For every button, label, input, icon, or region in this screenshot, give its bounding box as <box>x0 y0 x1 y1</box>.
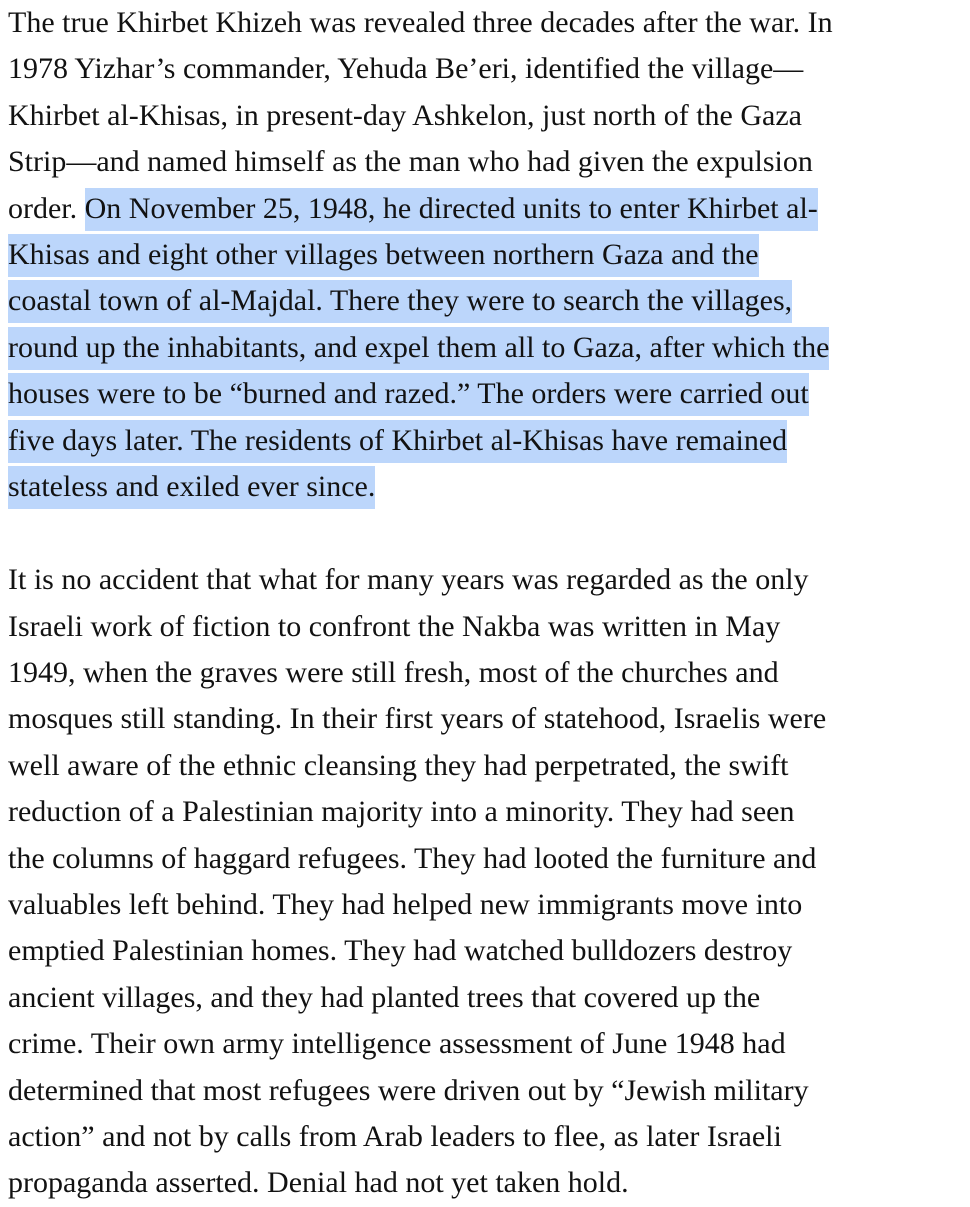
text-line <box>8 232 963 278</box>
text-line: Strip—and named himself as the man who had given the expulsion <box>8 145 813 179</box>
text-line: Khirbet al-Khisas, in present-day Ashkelon, just north of the Gaza <box>8 98 802 132</box>
text-line: The true Khirbet Khizeh was revealed three decades after the war. In <box>8 6 833 39</box>
text-line <box>8 186 963 232</box>
text-line <box>8 371 963 417</box>
text-line: emptied Palestinian homes. They had watched bulldozers destroy <box>8 934 793 968</box>
selected-text[interactable]: On November 25, 1948, he directed units to enter Khirbet al- <box>85 188 818 231</box>
selected-text[interactable]: five days later. The residents of Khirbet al-Khisas have remained <box>8 420 787 463</box>
text-line: crime. Their own army intelligence assessment of June 1948 had <box>8 1027 786 1061</box>
selected-text[interactable]: round up the inhabitants, and expel them all to Gaza, after which the <box>8 327 829 370</box>
text-line <box>8 464 963 510</box>
article-body <box>8 0 963 1207</box>
text-line: well aware of the ethnic cleansing they had perpetrated, the swift <box>8 748 789 782</box>
paragraph-spacer <box>8 510 963 557</box>
text-line: It is no accident that what for many years was regarded as the only <box>8 563 809 597</box>
text-line: ancient villages, and they had planted trees that covered up the <box>8 980 761 1014</box>
text-line: 1978 Yizhar’s commander, Yehuda Be’eri, identified the village— <box>8 52 804 86</box>
text-line <box>8 325 963 371</box>
text-line: reduction of a Palestinian majority into a minority. They had seen <box>8 795 795 829</box>
text-line: action” and not by calls from Arab leaders to flee, as later Israeli <box>8 1119 782 1153</box>
text-line: Israeli work of fiction to confront the Nakba was written in May <box>8 609 781 643</box>
selected-text[interactable]: Khisas and eight other villages between northern Gaza and the <box>8 234 759 277</box>
text-line: mosques still standing. In their first years of statehood, Israelis were <box>8 702 827 736</box>
text-line: propaganda asserted. Denial had not yet taken hold. <box>8 1166 629 1200</box>
paragraph-1 <box>8 0 963 510</box>
text-line: 1949, when the graves were still fresh, most of the churches and <box>8 656 779 690</box>
text-line: valuables left behind. They had helped new immigrants move into <box>8 888 803 922</box>
selected-text[interactable]: houses were to be “burned and razed.” The orders were carried out <box>8 373 809 416</box>
selected-text[interactable]: coastal town of al-Majdal. There they were to search the villages, <box>8 280 792 323</box>
text-line: the columns of haggard refugees. They had looted the furniture and <box>8 841 817 875</box>
paragraph-2 <box>8 557 963 1206</box>
text-line <box>8 278 963 324</box>
text-line <box>8 418 963 464</box>
selected-text[interactable]: stateless and exiled ever since. <box>8 466 375 509</box>
plain-text: order. <box>8 191 85 225</box>
text-line: determined that most refugees were driven out by “Jewish military <box>8 1073 809 1107</box>
